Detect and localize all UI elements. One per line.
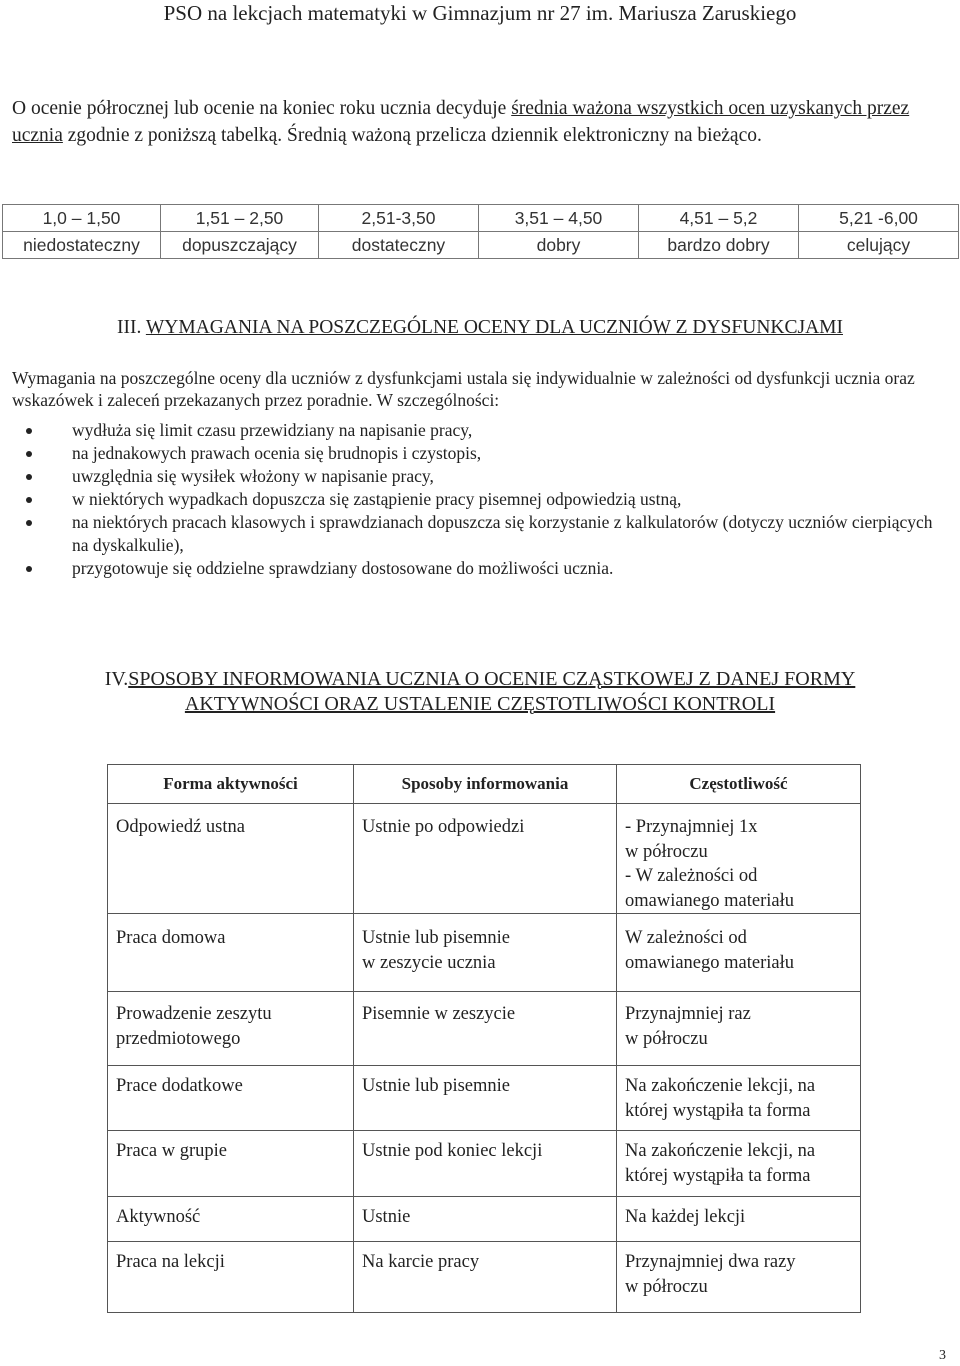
cell-text: - Przynajmniej 1x w półroczu - W zależności od omawianego materiału	[625, 817, 795, 911]
table-cell	[108, 1066, 354, 1131]
grade-ranges-row	[3, 205, 959, 232]
grade-name-cell: dopuszczający	[161, 232, 319, 259]
table-cell	[617, 992, 861, 1066]
cell-text: Na karcie pracy	[362, 1252, 480, 1272]
grade-names-row	[3, 232, 959, 259]
section-4-title-text-2: AKTYWNOŚCI ORAZ USTALENIE CZĘSTOTLIWOŚCI KONTROLI	[184, 693, 776, 715]
grade-range-cell: 2,51-3,50	[319, 205, 479, 232]
grade-name-cell: dostateczny	[319, 232, 479, 259]
table-cell	[617, 1131, 861, 1197]
column-header: Forma aktywności	[108, 765, 354, 804]
table-row	[108, 1242, 861, 1313]
cell-text: Ustnie lub pisemnie	[362, 1076, 510, 1096]
list-item	[12, 557, 942, 580]
cell-text: Ustnie	[362, 1207, 411, 1227]
page-header: PSO na lekcjach matematyki w Gimnazjum nr 27 im. Mariusza Zaruskiego	[163, 1, 797, 25]
table-row	[108, 914, 861, 992]
table-cell	[108, 1131, 354, 1197]
list-item-text: na niektórych pracach klasowych i sprawdzianach dopuszcza się korzystanie z kalkulatorów (dotyczy uczniów cierpiących na dyskalkulie),	[72, 512, 933, 555]
section-4-title-line-2	[0, 692, 960, 717]
table-cell	[617, 1066, 861, 1131]
grade-range-cell: 1,0 – 1,50	[3, 205, 161, 232]
section-3-paragraph: Wymagania na poszczególne oceny dla uczniów z dysfunkcjami ustala się indywidualnie w zależności od dysfunkcji ucznia oraz wskazówek i zaleceń przekazanych przez poradnie. W szczególności:	[12, 368, 915, 410]
bullet-icon	[26, 497, 32, 503]
grade-range-cell: 5,21 -6,00	[799, 205, 959, 232]
bullet-icon	[26, 566, 32, 572]
section-3-number: III.	[116, 317, 146, 338]
table-cell	[108, 992, 354, 1066]
table-cell	[354, 804, 617, 914]
table-header-row	[108, 765, 861, 804]
table-cell	[617, 914, 861, 992]
grade-range-cell: 4,51 – 5,2	[639, 205, 799, 232]
intro-paragraph	[12, 96, 952, 149]
cell-text: Ustnie lub pisemnie w zeszycie ucznia	[362, 928, 510, 973]
requirements-list	[12, 419, 942, 580]
list-item	[12, 488, 942, 511]
table-cell	[108, 804, 354, 914]
list-item-text: wydłuża się limit czasu przewidziany na napisanie pracy,	[72, 420, 473, 440]
table-cell	[354, 1242, 617, 1313]
page-number: 3	[939, 1348, 946, 1363]
table-row	[108, 1131, 861, 1197]
cell-text: Prowadzenie zeszytu przedmiotowego	[116, 1004, 272, 1049]
section-4-title-line-1	[0, 667, 960, 692]
column-header: Częstotliwość	[617, 765, 861, 804]
cell-text: Na zakończenie lekcji, na której wystąpiła ta forma	[625, 1076, 816, 1121]
table-cell	[354, 1066, 617, 1131]
cell-text: W zależności od omawianego materiału	[625, 928, 795, 973]
table-cell	[354, 992, 617, 1066]
table-cell	[108, 1197, 354, 1242]
section-4-number: IV.	[104, 668, 129, 690]
list-item-text: w niektórych wypadkach dopuszcza się zastąpienie pracy pisemnej odpowiedzią ustną,	[72, 489, 682, 509]
grade-range-cell: 1,51 – 2,50	[161, 205, 319, 232]
bullet-icon	[26, 451, 32, 457]
column-header: Sposoby informowania	[354, 765, 617, 804]
cell-text: Odpowiedź ustna	[116, 817, 245, 837]
table-row	[108, 992, 861, 1066]
table-row	[108, 804, 861, 914]
grade-range-cell: 3,51 – 4,50	[479, 205, 639, 232]
table-cell	[617, 1197, 861, 1242]
intro-text-end: zgodnie z poniższą tabelką. Średnią ważoną przelicza dziennik elektroniczny na bieżąco.	[62, 124, 762, 146]
list-item	[12, 511, 942, 557]
grade-name-cell: bardzo dobry	[639, 232, 799, 259]
table-cell	[108, 914, 354, 992]
cell-text: Prace dodatkowe	[116, 1076, 243, 1096]
cell-text: Ustnie pod koniec lekcji	[362, 1141, 543, 1161]
bullet-icon	[26, 474, 32, 480]
grade-name-cell: niedostateczny	[3, 232, 161, 259]
activity-table	[107, 764, 861, 1313]
list-item	[12, 465, 942, 488]
table-row	[108, 1197, 861, 1242]
grade-scale-table	[2, 204, 959, 259]
table-cell	[354, 914, 617, 992]
intro-underlined-phrase: średnia ważona wszystkich ocen uzyskanych przez ucznia	[12, 98, 910, 146]
table-cell	[354, 1131, 617, 1197]
grade-name-cell: celujący	[799, 232, 959, 259]
section-4-heading	[0, 667, 960, 717]
cell-text: Na zakończenie lekcji, na której wystąpiła ta forma	[625, 1141, 816, 1186]
section-3-heading	[0, 316, 960, 340]
list-item-text: na jednakowych prawach ocenia się brudnopis i czystopis,	[72, 443, 482, 463]
grade-name-cell: dobry	[479, 232, 639, 259]
table-cell	[617, 1242, 861, 1313]
section-4-title-text-1: SPOSOBY INFORMOWANIA UCZNIA O OCENIE CZĄSTKOWEJ Z DANEJ FORMY	[128, 668, 856, 690]
list-item-text: przygotowuje się oddzielne sprawdziany dostosowane do możliwości ucznia.	[72, 558, 614, 578]
intro-text-start: O ocenie półrocznej lub ocenie na koniec roku ucznia decyduje	[12, 98, 512, 119]
cell-text: Przynajmniej dwa razy w półroczu	[625, 1252, 796, 1297]
table-row	[108, 1066, 861, 1131]
cell-text: Na każdej lekcji	[625, 1207, 746, 1227]
cell-text: Ustnie po odpowiedzi	[362, 817, 525, 837]
cell-text: Aktywność	[116, 1207, 201, 1227]
list-item	[12, 442, 942, 465]
cell-text: Praca domowa	[116, 928, 226, 948]
bullet-icon	[26, 428, 32, 434]
list-item-text: uwzględnia się wysiłek włożony w napisanie pracy,	[72, 466, 434, 486]
list-item	[12, 419, 942, 442]
cell-text: Praca na lekcji	[116, 1252, 225, 1272]
table-cell	[354, 1197, 617, 1242]
bullet-icon	[26, 520, 32, 526]
table-cell	[617, 804, 861, 914]
cell-text: Przynajmniej raz w półroczu	[625, 1004, 751, 1049]
section-3-title: WYMAGANIA NA POSZCZEGÓLNE OCENY DLA UCZNIÓW Z DYSFUNKCJAMI	[145, 317, 843, 338]
table-cell	[108, 1242, 354, 1313]
cell-text: Praca w grupie	[116, 1141, 227, 1161]
cell-text: Pisemnie w zeszycie	[362, 1004, 516, 1024]
